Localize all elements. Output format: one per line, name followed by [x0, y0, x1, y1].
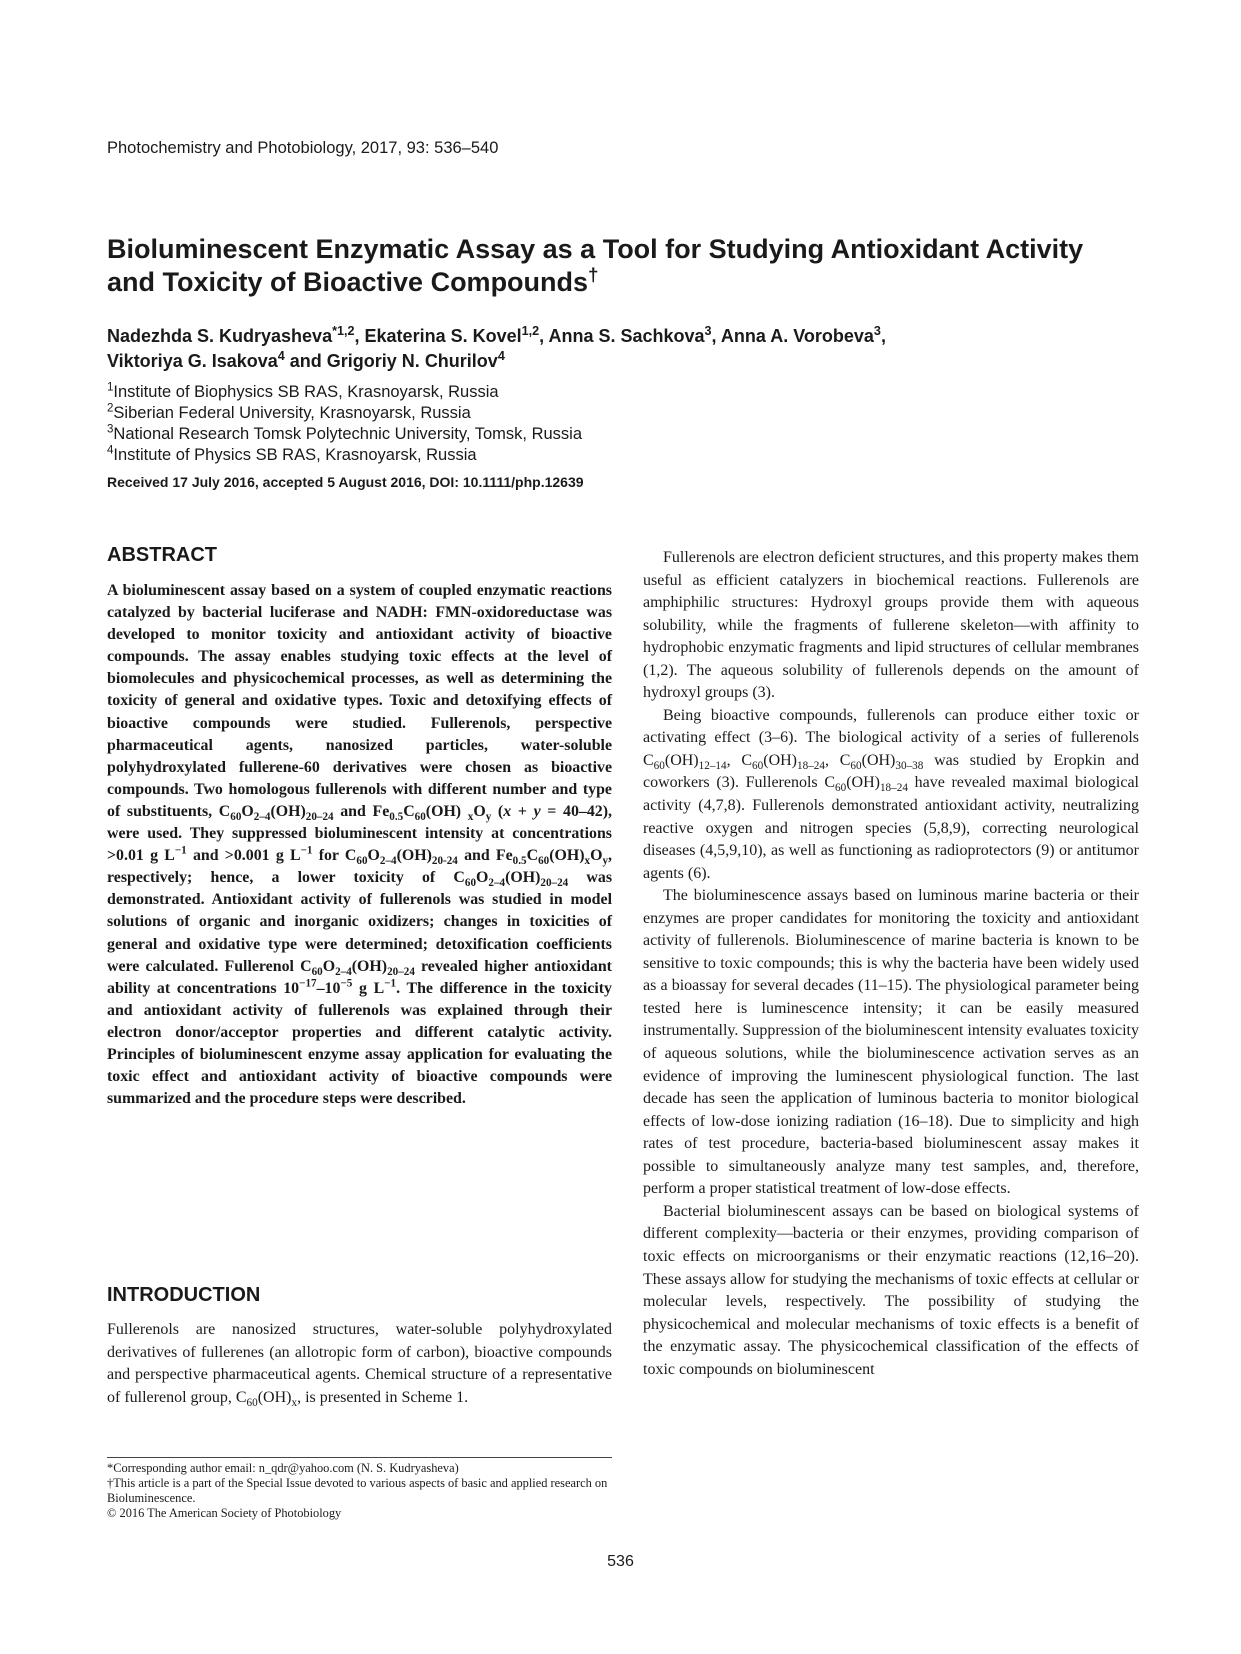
paragraph: Fullerenols are electron deficient structures, and this property makes them useful as efficient catalyzers in biochemical reactions. Fullerenols are amphiphilic structures: Hydroxyl groups provide them with aqueous solubility, while the fragments of fullerene skeleton—with affinity to hydrophobic enzymatic fragments and lipid structures of cellular membranes (1,2). The aqueous solubility of fullerenols depends on the amount of hydroxyl groups (3). [643, 549, 1139, 702]
affiliation: $^3$National Research Tomsk Polytechnic University, Tomsk, Russia [107, 423, 583, 443]
right-column-text [643, 547, 1139, 1381]
affiliation: $^4$Institute of Physics SB RAS, Krasnoyarsk, Russia [107, 444, 477, 464]
author: Grigoriy N. Churilov [326, 351, 498, 371]
journal-citation: Photochemistry and Photobiology, 2017, 93: 536–540 [107, 139, 499, 157]
author: Viktoriya G. Isakova [107, 351, 278, 371]
affiliation-list [107, 382, 582, 466]
affiliation: $^1$Institute of Biophysics SB RAS, Krasnoyarsk, Russia [107, 381, 499, 401]
footnotes [107, 1457, 612, 1521]
author: Nadezhda S. Kudryasheva [107, 326, 333, 346]
title-text: Bioluminescent Enzymatic Assay as a Tool for Studying Antioxidant Activity and Toxicity of Bioactive Compounds [107, 234, 1084, 297]
affiliation: $^2$Siberian Federal University, Krasnoyarsk, Russia [107, 402, 471, 422]
author-list: Nadezhda S. Kudryasheva$^{*1,2}$, Ekaterina S. Kovel$^{1,2}$, Anna S. Sachkova$^3$, Anna A. Vorobeva$^3$, Viktoriya G. Isakova$^4$ and Grigoriy N. Churilov$^4$ [107, 324, 886, 371]
paragraph: Being bioactive compounds, fullerenols can produce either toxic or activating effect (3–6). The biological activity of a series of fullerenols $C_{60}(OH)_{12-14}$, $C_{60}(OH)_{18-24}$, $C_{60}(OH)_{30-38}$ was studied by Eropkin and coworkers (3). Fullerenols $C_{60}(OH)_{18-24}$ have revealed maximal biological activity (4,7,8). Fullerenols demonstrated antioxidant activity, neutralizing reactive oxygen and nitrogen species (5,8,9), correcting neurological diseases (4,5,9,10), as well as functioning as radioprotectors (9) or antitumor agents (6). [643, 706, 1139, 882]
author: Anna A. Vorobeva [720, 326, 874, 346]
introduction-text: Fullerenols are nanosized structures, water-soluble polyhydroxylated derivatives of fullerenes (an allotropic form of carbon), bioactive compounds and perspective pharmaceutical agents. Chemical structure of a representative of fullerenol group, $C_{60}(OH)_x$, is presented in Scheme 1. [107, 1321, 612, 1409]
abstract-text: A bioluminescent assay based on a system of coupled enzymatic reactions catalyzed by bacterial luciferase and NADH: FMN-oxidoreductase was developed to monitor toxicity and antioxidant activity of bioactive compounds. The assay enables studying toxic effects at the level of biomolecules and physicochemical processes, as well as determining the toxicity of general and oxidative types. Toxic and detoxifying effects of bioactive compounds were studied. Fullerenols, perspective pharmaceutical agents, nanosized particles, water-soluble polyhydroxylated fullerene-60 derivatives were chosen as bioactive compounds. Two homologous fullerenols with different number and type of substituents, $C_{60}O_{2-4}(OH)_{20-24}$ and $Fe_{0.5}C_{60}(OH)$ $_xO_y$ (x + y = 40–42), were used. They suppressed bioluminescent intensity at concentrations >0.01 g $L^{-1}$ and >0.001 g $L^{-1}$ for $C_{60}O_{2-4}(OH)_{20-24}$ and $Fe_{0.5}C_{60}(OH)_xO_y$, respectively; hence, a lower toxicity of $C_{60}O_{2-4}(OH)_{20-24}$ was demonstrated. Antioxidant activity of fullerenols was studied in model solutions of organic and inorganic oxidizers; changes in toxicities of general and oxidative type were determined; detoxification coefficients were calculated. Fullerenol $C_{60}O_{2-4}(OH)_{20-24}$ revealed higher antioxidant ability at concentrations $10^{-17}-10^{-5}$ g $L^{-1}$. The difference in the toxicity and antioxidant activity of fullerenols was explained through their electron donor/acceptor properties and different catalytic activity. Principles of bioluminescent enzyme assay application for evaluating the toxic effect and antioxidant activity of bioactive compounds were summarized and the procedure steps were described. [107, 582, 613, 1108]
title-dagger: † [588, 265, 599, 286]
special-issue-note: †This article is a part of the Special Issue devoted to various aspects of basic and applied research on Bioluminescence. [107, 1476, 608, 1505]
article-title [107, 233, 1137, 299]
paragraph: Bacterial bioluminescent assays can be based on biological systems of different complexity—bacteria or their enzymes, providing comparison of toxic effects on microorganisms or their enzymatic reactions (12,16–20). These assays allow for studying the mechanisms of toxic effects at cellular or molecular levels, respectively. The possibility of studying the physicochemical and molecular mechanisms of toxic effects is a benefit of the enzymatic assay. The physicochemical classification of the effects of toxic compounds on bioluminescent [643, 1202, 1139, 1378]
page-number: 536 [607, 1553, 634, 1570]
author: Anna S. Sachkova [548, 326, 705, 346]
author: Ekaterina S. Kovel [364, 326, 522, 346]
received-dates: Received 17 July 2016, accepted 5 August 2016, DOI: 10.1111/php.12639 [107, 474, 584, 490]
copyright-note: © 2016 The American Society of Photobiology [107, 1506, 342, 1520]
abstract-heading: ABSTRACT [107, 544, 217, 566]
introduction-heading: INTRODUCTION [107, 1284, 261, 1306]
corresponding-author-note: *Corresponding author email: n_qdr@yahoo.com (N. S. Kudryasheva) [107, 1461, 459, 1475]
paragraph: The bioluminescence assays based on luminous marine bacteria or their enzymes are proper candidates for monitoring the toxicity and antioxidant activity of fullerenols. Bioluminescence of marine bacteria is known to be sensitive to toxic compounds; this is why the bacteria have been widely used as a bioassay for several decades (11–15). The physiological parameter being tested here is luminescence intensity; it can be easily measured instrumentally. Suppression of the bioluminescent intensity evaluates toxicity of aqueous solutions, while the bioluminescence activation serves as an evidence of improving the luminescent physiological function. The last decade has seen the application of luminous bacteria to monitor biological effects of low-dose ionizing radiation (16–18). Due to simplicity and high rates of test procedure, bacteria-based bioluminescent assay makes it possible to simultaneously analyze many test samples, and, therefore, perform a proper statistical treatment of low-dose effects. [643, 887, 1139, 1198]
